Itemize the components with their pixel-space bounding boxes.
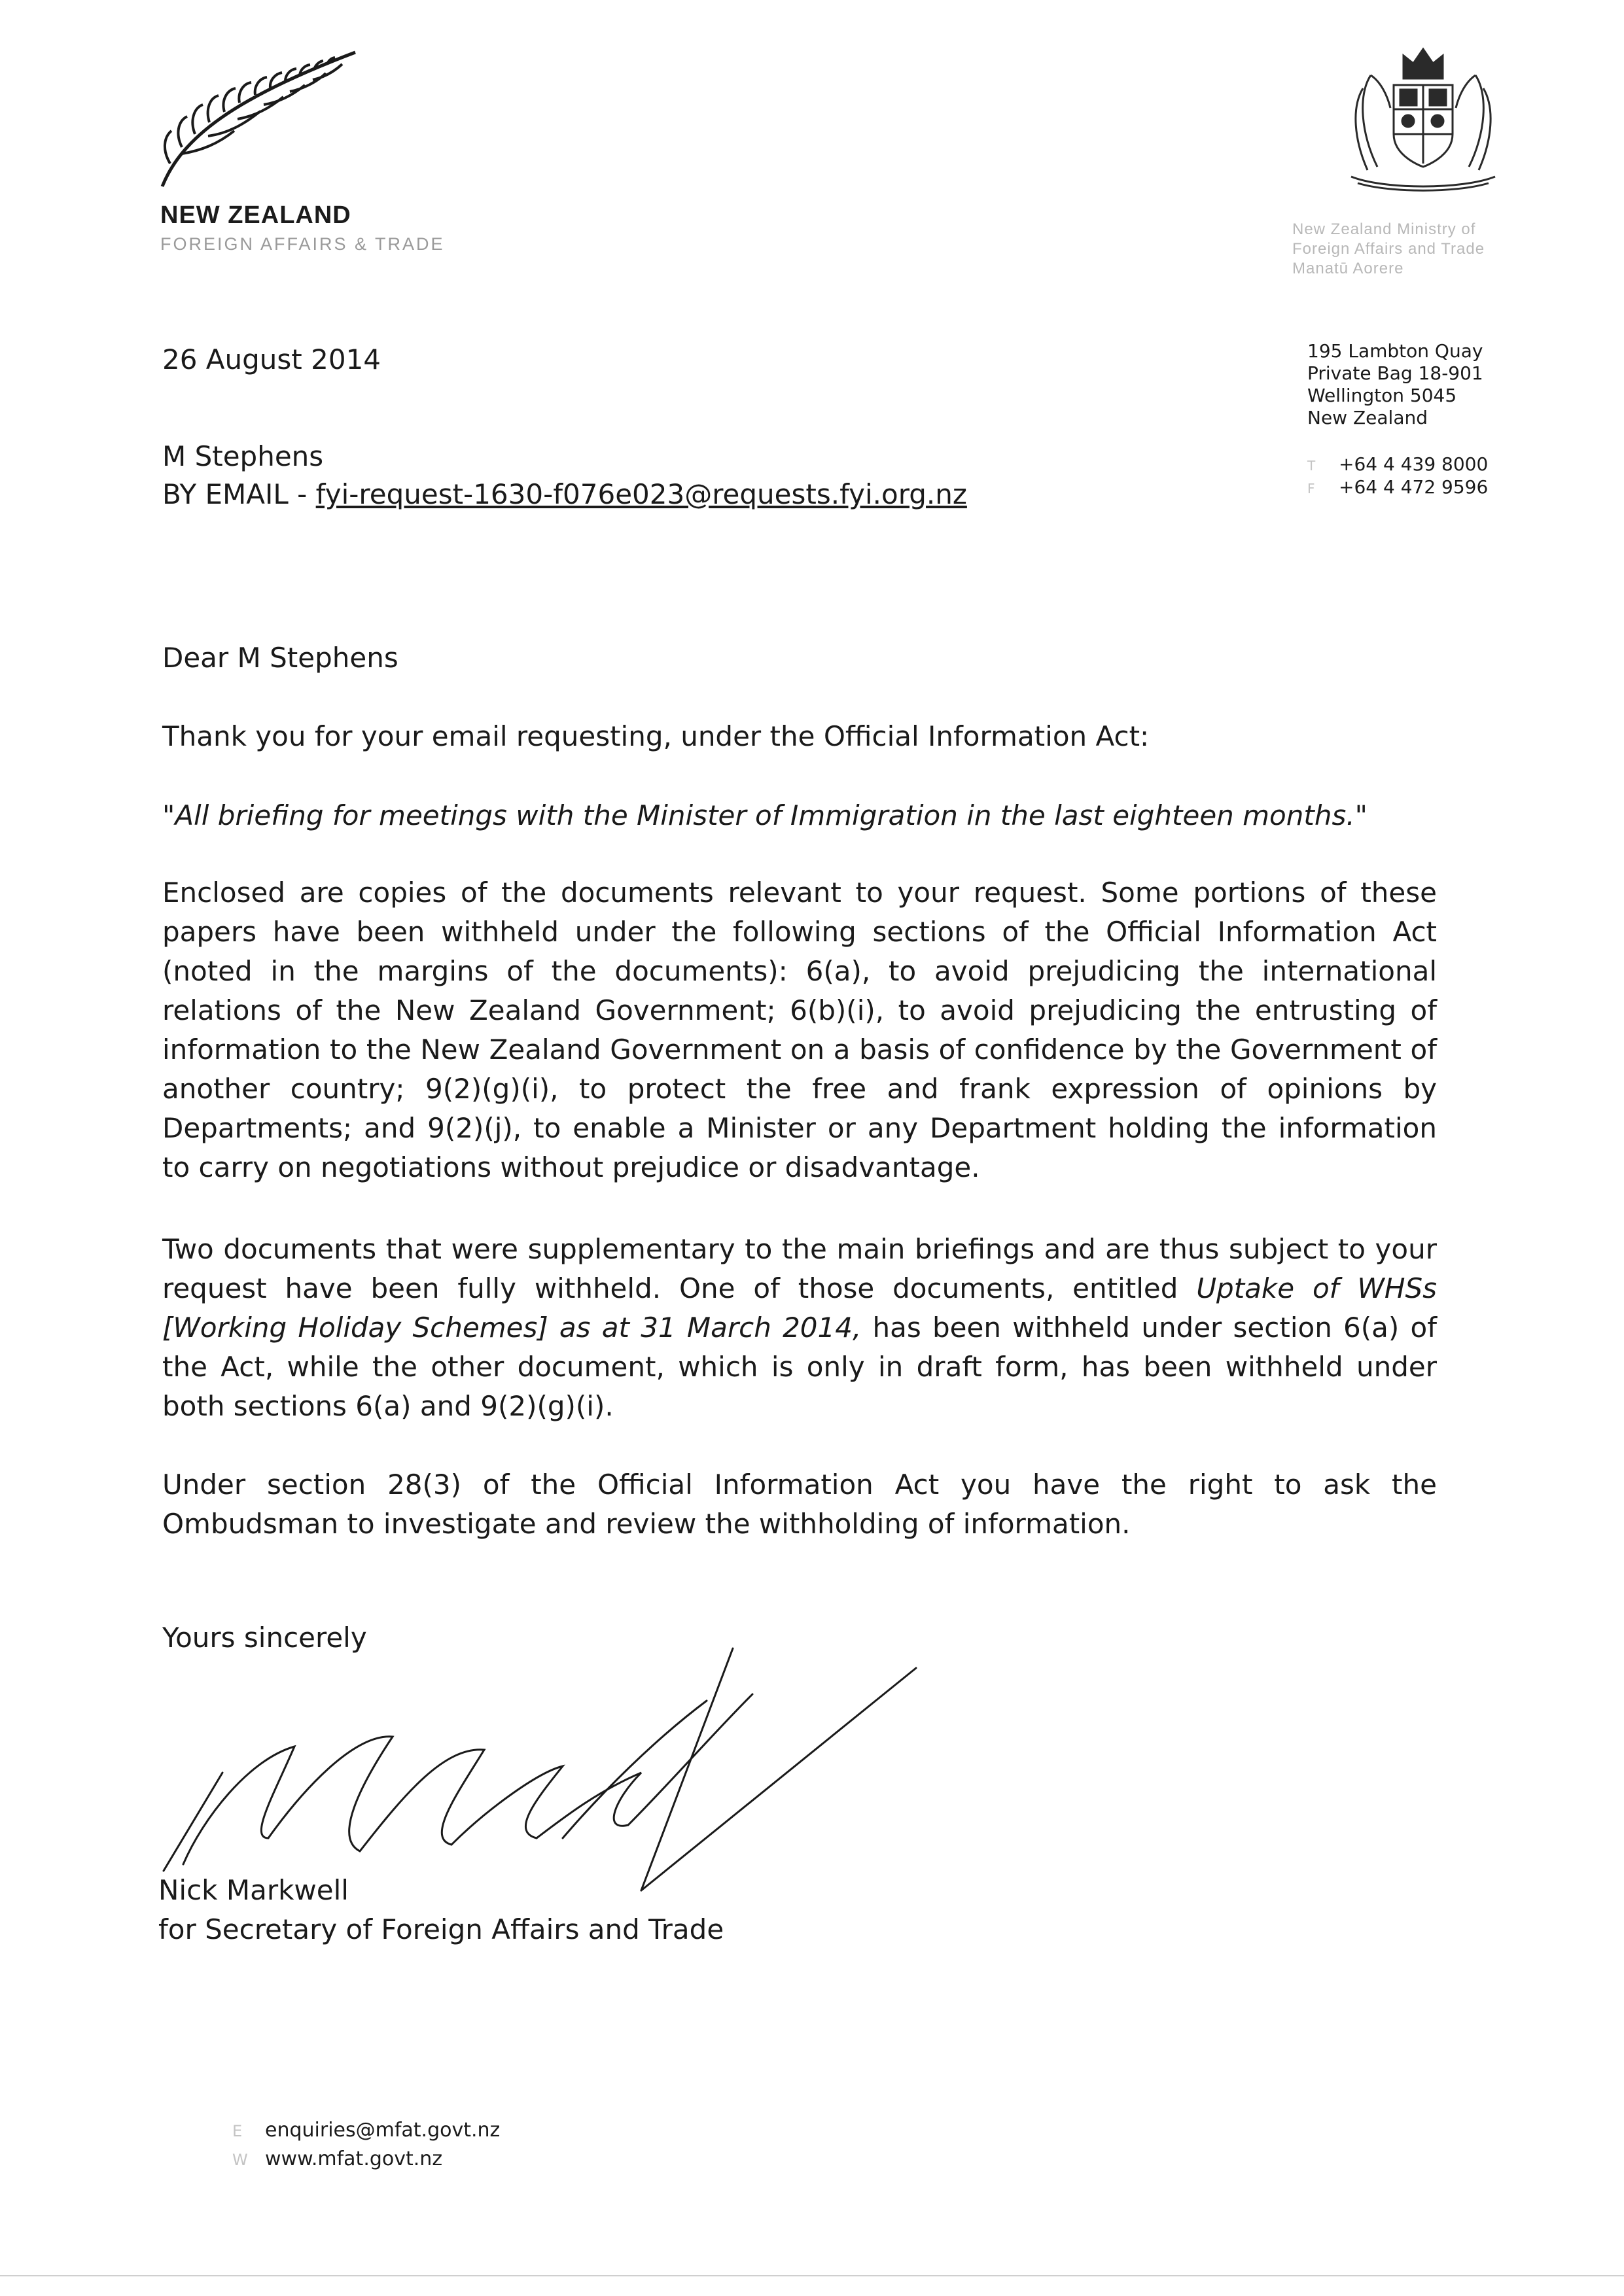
page-bottom-rule	[0, 2275, 1624, 2276]
address-line-3: Wellington 5045	[1307, 385, 1457, 406]
footer-email-row	[232, 2117, 500, 2145]
address-line-4: New Zealand	[1307, 407, 1428, 428]
footer-website[interactable]: www.mfat.govt.nz	[265, 2148, 443, 2170]
salutation: Dear M Stephens	[162, 642, 398, 674]
email-prefix: BY EMAIL -	[162, 478, 316, 510]
fern-logo	[156, 39, 372, 196]
paragraph-withheld-part-2: has been withheld under section 6(a) of the Act, while the other document, which is only in draft form, has been withheld under both sections 6(a) and 9(2)(g)(i).	[162, 1312, 1437, 1422]
footer-email-letter: E	[232, 2122, 243, 2140]
letter-date: 26 August 2014	[162, 343, 381, 375]
paragraph-withheld	[162, 1230, 1437, 1426]
paragraph-ombudsman: Under section 28(3) of the Official Information Act you have the right to ask the Ombudsman to investigate and review the withholding of information.	[162, 1469, 1437, 1540]
recipient-email-link[interactable]: fyi-request-1630-f076e023@requests.fyi.org.nz	[315, 478, 967, 510]
paragraph-enclosed: Enclosed are copies of the documents relevant to your request. Some portions of these papers have been withheld under the following sections of the Official Information Act (noted in the margins of the documents): 6(a), to avoid prejudicing the international relations of the New Zealand Government; 6(b)(i), to avoid prejudicing the entrusting of information to the New Zealand Government on a basis of confidence by the Government of another country; 9(2)(g)(i), to protect the free and frank expression of opinions by Departments; and 9(2)(j), to enable a Minister or any Department holding the information to carry on negotiations without prejudice or disadvantage.	[162, 877, 1437, 1183]
signer-title: for Secretary of Foreign Affairs and Trade	[158, 1913, 724, 1945]
paragraph-withheld-part-1: Two documents that were supplementary to the main briefings and are thus subject to your request have been fully withheld. One of those documents, entitled	[162, 1233, 1437, 1304]
phone-row	[1307, 453, 1488, 477]
address-line-2: Private Bag 18-901	[1307, 362, 1483, 384]
fax-letter: F	[1307, 481, 1315, 496]
org-name: NEW ZEALAND	[160, 201, 351, 229]
signer-name: Nick Markwell	[158, 1874, 349, 1906]
footer-web-row	[232, 2146, 442, 2174]
recipient-email-line	[162, 475, 967, 514]
phone-number: +64 4 439 8000	[1339, 453, 1489, 475]
document-title: Uptake of WHSs [Working Holiday Schemes] as at 31 March 2014,	[162, 1272, 1438, 1344]
ministry-line-2: Foreign Affairs and Trade	[1292, 240, 1485, 258]
address-line-1: 195 Lambton Quay	[1307, 340, 1483, 362]
phone-letter: T	[1307, 458, 1316, 474]
footer-email[interactable]: enquiries@mfat.govt.nz	[265, 2119, 501, 2142]
closing: Yours sincerely	[162, 1622, 367, 1654]
ministry-line-1: New Zealand Ministry of	[1292, 220, 1476, 238]
org-subtitle: FOREIGN AFFAIRS & TRADE	[160, 234, 445, 254]
intro-paragraph: Thank you for your email requesting, under the Official Information Act:	[162, 720, 1150, 752]
request-quote: "All briefing for meetings with the Minister of Immigration in the last eighteen months."	[162, 799, 1368, 831]
fax-row	[1307, 476, 1488, 500]
fax-number: +64 4 472 9596	[1339, 476, 1489, 498]
coat-of-arms-seal	[1305, 36, 1541, 196]
recipient-name: M Stephens	[162, 440, 324, 472]
footer-web-letter: W	[232, 2151, 248, 2169]
ministry-line-3: Manatū Aorere	[1292, 260, 1404, 277]
